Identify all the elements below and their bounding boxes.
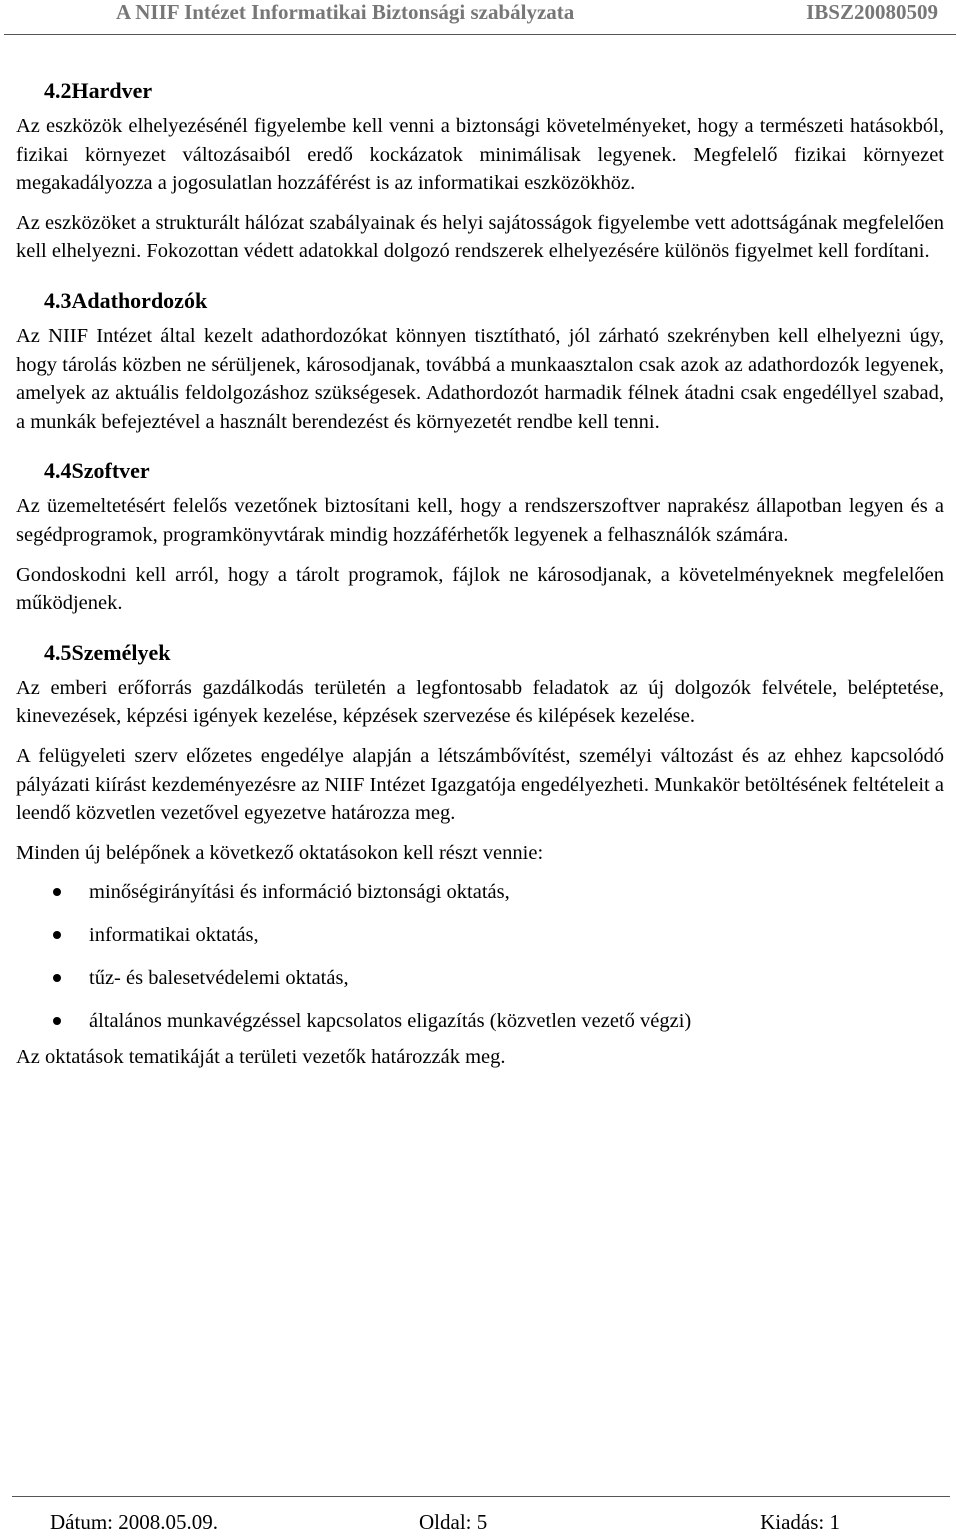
footer-date: Dátum: 2008.05.09. xyxy=(50,1510,218,1534)
page-footer xyxy=(0,1490,960,1534)
paragraph: A felügyeleti szerv előzetes engedélye alapján a létszámbővítést, személyi változást és az ehhez kapcsolódó pályázati kiírást kezdeményezésre az NIIF Intézet Igazgatója engedélyezheti. Munkakör betöltésének feltételeit a leendő közvetlen vezetővel egyezetve határozza meg. xyxy=(16,744,944,825)
page-header xyxy=(0,0,960,36)
bullet-icon xyxy=(53,931,61,939)
list-item xyxy=(16,914,944,957)
list-item xyxy=(16,1000,944,1043)
list-item xyxy=(16,957,944,1000)
paragraph: Az eszközöket a strukturált hálózat szabályainak és helyi sajátosságok figyelembe vett adottságának megfelelően kell elhelyezni. Fokozottan védett adatokkal dolgozó rendszerek elhelyezésére különös figyelmet kell fordítani. xyxy=(16,211,944,263)
header-divider xyxy=(4,34,956,35)
section-heading-hardver: 4.2Hardver xyxy=(44,78,153,103)
footer-edition: Kiadás: 1 xyxy=(760,1510,840,1534)
list-item-text: tűz- és balesetvédelemi oktatás, xyxy=(89,967,349,990)
list-item-text: minőségirányítási és információ biztonsági oktatás, xyxy=(89,881,510,904)
bullet-icon xyxy=(53,1017,61,1025)
paragraph: Az NIIF Intézet által kezelt adathordozókat könnyen tisztítható, jól zárható szekrényben kell elhelyezni úgy, hogy tárolás közben ne sérüljenek, károsodjanak, továbbá a munkaasztalon csak azok az adathordozók legyenek, amelyek az aktuális feldolgozáshoz szükségesek. Adathordozót harmadik félnek átadni csak engedéllyel szabad, a munkák befejeztével a használt berendezést és környezetét rendbe kell tenni. xyxy=(16,324,944,433)
footer-divider xyxy=(12,1496,950,1497)
paragraph: Az emberi erőforrás gazdálkodás területén a legfontosabb feladatok az új dolgozók felvétele, beléptetése, kinevezések, képzési igények kezelése, képzések szervezése és kilépések kezelése. xyxy=(16,676,944,728)
list-item-text: informatikai oktatás, xyxy=(89,924,259,947)
paragraph: Az üzemeltetésért felelős vezetőnek biztosítani kell, hogy a rendszerszoftver naprakész állapotban legyen és a segédprogramok, programkönyvtárak mindig hozzáférhetők legyenek a felhasználók számára. xyxy=(16,495,944,546)
list-item xyxy=(16,871,944,914)
bullet-icon xyxy=(53,974,61,982)
section-heading-adathordozok: 4.3Adathordozók xyxy=(44,287,208,313)
list-item-text: általános munkavégzéssel kapcsolatos eligazítás (közvetlen vezető végzi) xyxy=(89,1010,692,1033)
paragraph: Az oktatások tematikáját a területi vezetők határozzák meg. xyxy=(16,1046,506,1069)
document-title: A NIIF Intézet Informatikai Biztonsági szabályzata xyxy=(116,0,575,24)
training-list xyxy=(16,871,944,1043)
paragraph: Az eszközök elhelyezésénél figyelembe kell venni a biztonsági követelményeket, hogy a természeti hatásokból, fizikai környezet változásaiból eredő kockázatok minimálisak legyenek. Megfelelő fizikai környezet megakadályozza a jogosulatlan hozzáférést is az informatikai eszközökhöz. xyxy=(16,115,944,195)
paragraph: Minden új belépőnek a következő oktatásokon kell részt vennie: xyxy=(16,841,544,864)
bullet-icon xyxy=(53,888,61,896)
document-code: IBSZ20080509 xyxy=(806,0,938,24)
footer-page-number: Oldal: 5 xyxy=(419,1510,488,1534)
section-heading-szoftver: 4.4Szoftver xyxy=(44,458,150,484)
section-heading-szemelyek: 4.5Személyek xyxy=(44,639,171,665)
paragraph: Gondoskodni kell arról, hogy a tárolt programok, fájlok ne károsodjanak, a követelményeknek megfelelően működjenek. xyxy=(16,563,944,615)
document-body xyxy=(16,74,944,1072)
